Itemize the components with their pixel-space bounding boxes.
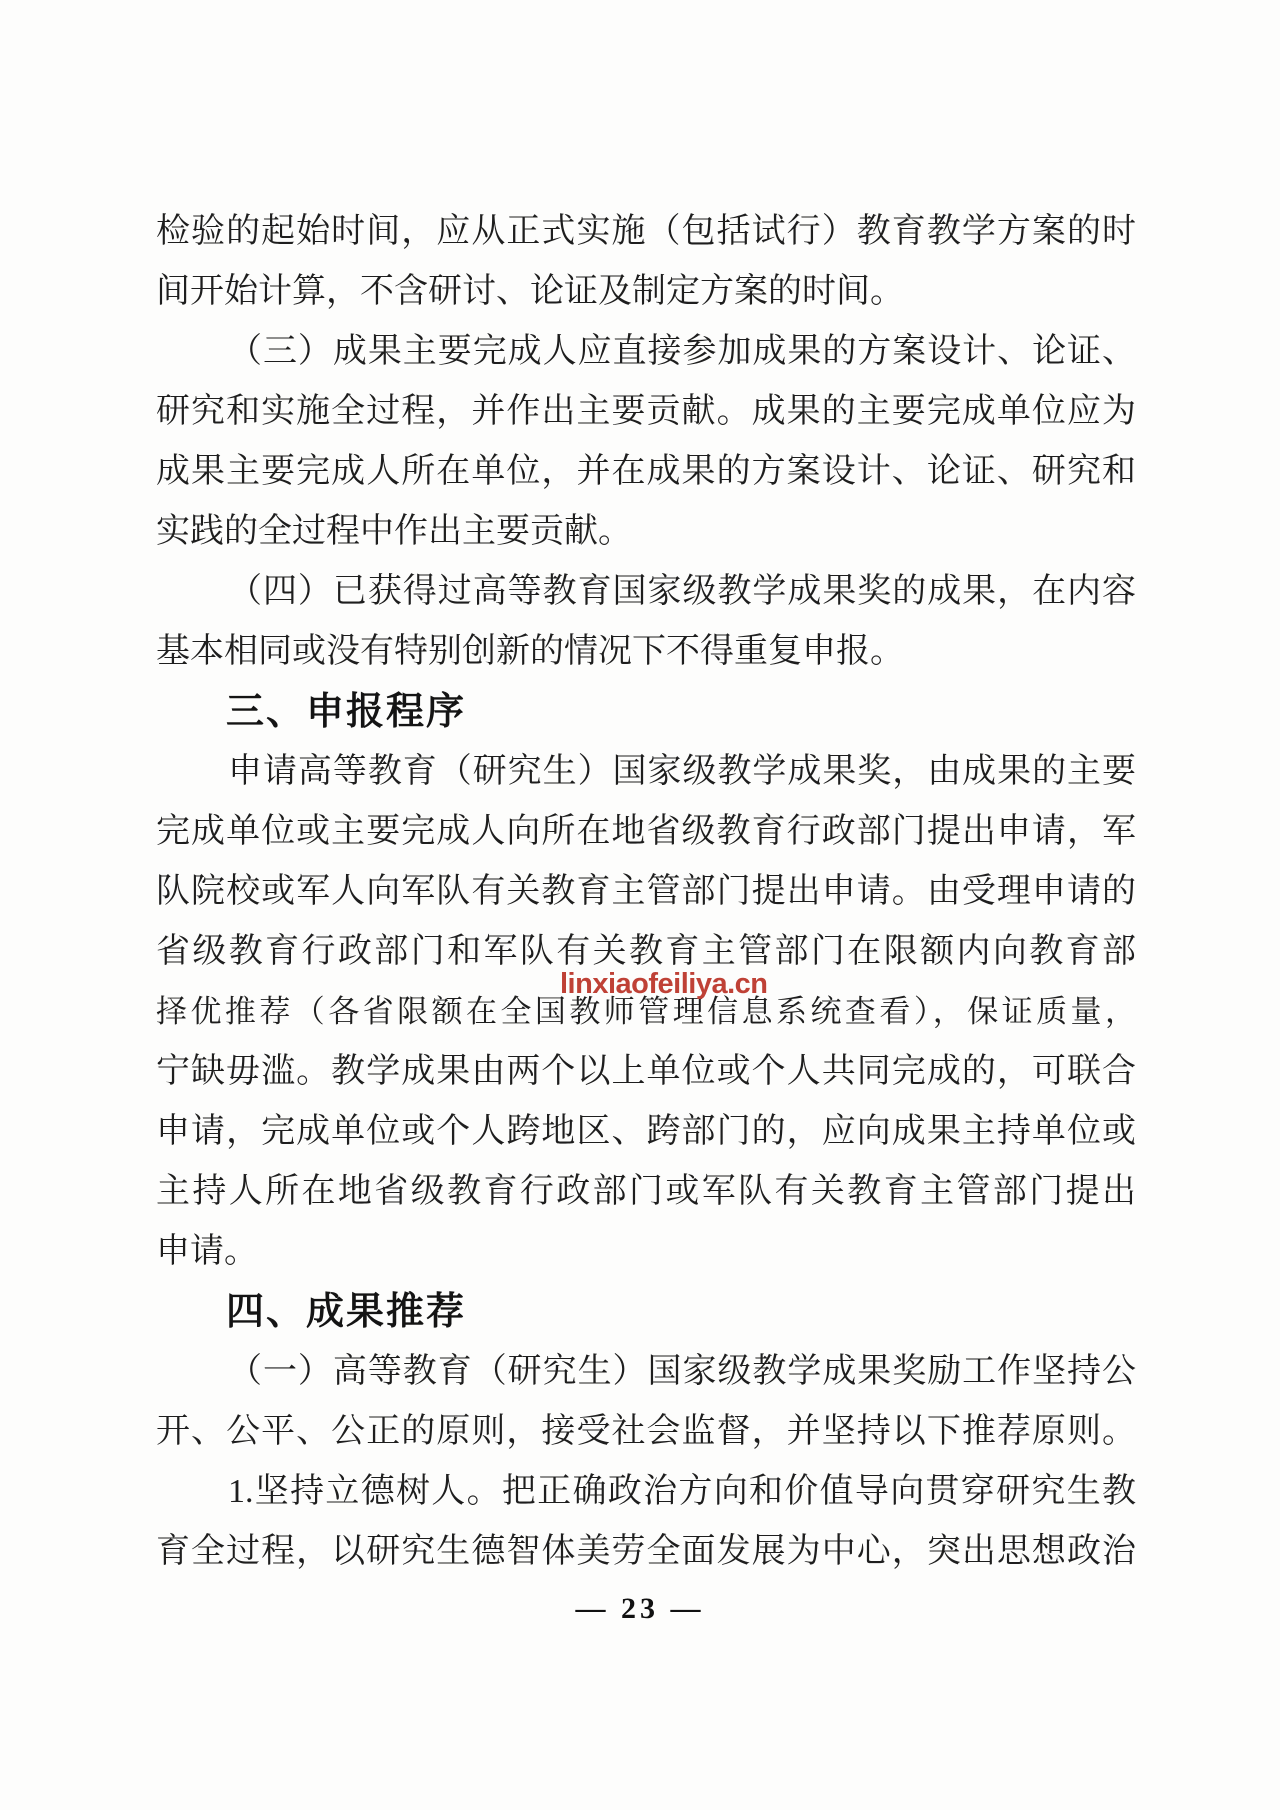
text-line: 完成单位或主要完成人向所在地省级教育行政部门提出申请，军: [156, 813, 1136, 850]
text-line: 择优推荐（各省限额在全国教师管理信息系统查看），保证质量，: [156, 994, 1136, 1029]
text-line: （四）已获得过高等教育国家级教学成果奖的成果，在内容: [228, 573, 1136, 610]
text-line: 主持人所在地省级教育行政部门或军队有关教育主管部门提出: [156, 1173, 1136, 1210]
text-line: 队院校或军人向军队有关教育主管部门提出申请。由受理申请的: [156, 873, 1136, 910]
section-heading-achievement-recommendation: 四、成果推荐: [226, 1291, 467, 1333]
text-line: （一）高等教育（研究生）国家级教学成果奖励工作坚持公: [228, 1353, 1136, 1390]
text-line: 基本相同或没有特别创新的情况下不得重复申报。: [156, 633, 904, 670]
text-line: 1.坚持立德树人。把正确政治方向和价值导向贯穿研究生教: [228, 1473, 1136, 1510]
watermark-text: linxiaofeiliya.cn: [560, 968, 768, 1000]
text-line: 申请，完成单位或个人跨地区、跨部门的，应向成果主持单位或: [156, 1113, 1136, 1150]
text-line: 申请。: [156, 1233, 258, 1270]
text-line: 开、公平、公正的原则，接受社会监督，并坚持以下推荐原则。: [156, 1413, 1136, 1450]
section-heading-application-procedure: 三、申报程序: [226, 691, 467, 733]
text-line: 申请高等教育（研究生）国家级教学成果奖，由成果的主要: [228, 753, 1136, 790]
text-line: 间开始计算，不含研讨、论证及制定方案的时间。: [156, 273, 904, 310]
text-line: （三）成果主要完成人应直接参加成果的方案设计、论证、: [228, 333, 1136, 370]
document-body: [156, 202, 1136, 1582]
text-line: 实践的全过程中作出主要贡献。: [156, 513, 632, 550]
text-line: 宁缺毋滥。教学成果由两个以上单位或个人共同完成的，可联合: [156, 1053, 1136, 1090]
text-line: 研究和实施全过程，并作出主要贡献。成果的主要完成单位应为: [156, 393, 1136, 430]
text-line: 成果主要完成人所在单位，并在成果的方案设计、论证、研究和: [156, 453, 1136, 490]
text-line: 省级教育行政部门和军队有关教育主管部门在限额内向教育部: [156, 933, 1136, 970]
page-number: — 23 —: [575, 1592, 705, 1625]
text-line: 检验的起始时间，应从正式实施（包括试行）教育教学方案的时: [156, 213, 1136, 250]
text-line: 育全过程，以研究生德智体美劳全面发展为中心，突出思想政治: [156, 1533, 1136, 1570]
